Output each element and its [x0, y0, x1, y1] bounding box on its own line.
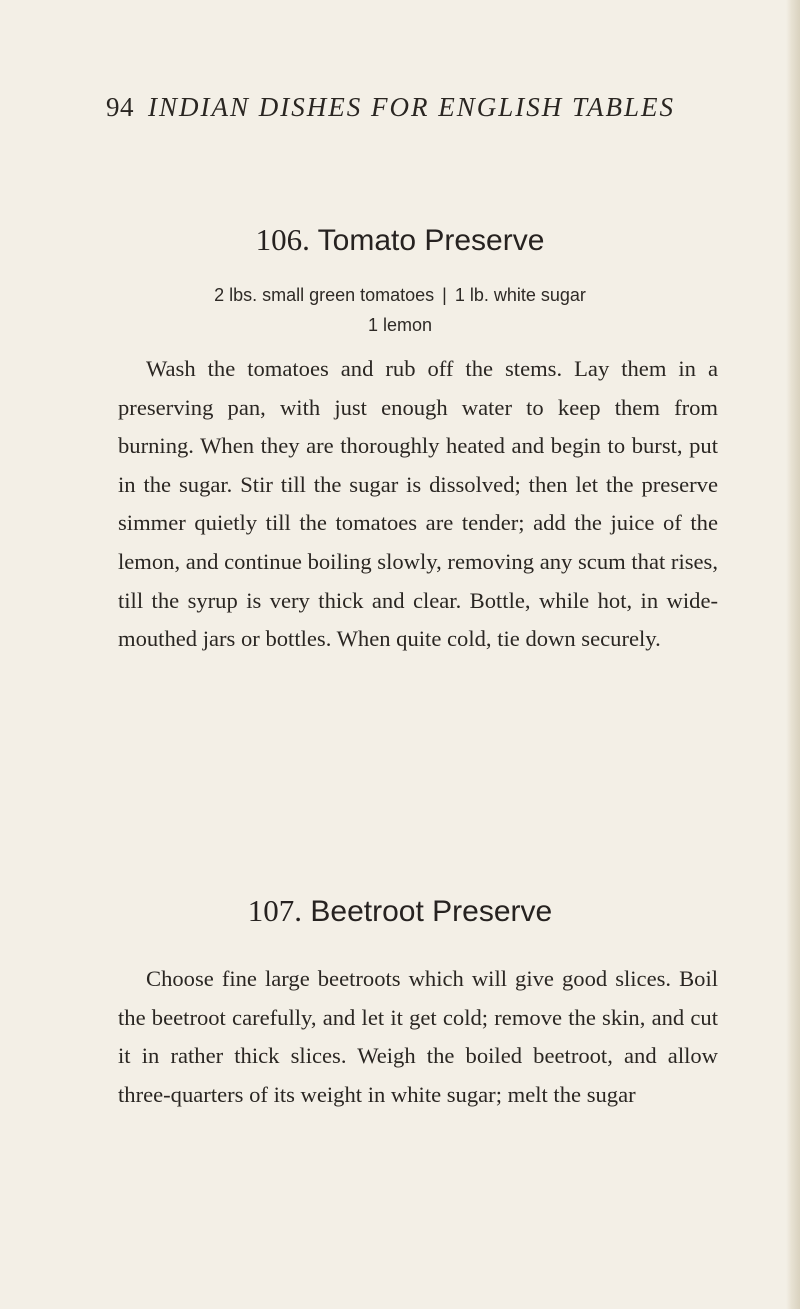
- recipe-title: Tomato Preserve: [317, 224, 545, 257]
- ingredient-line: [0, 280, 800, 310]
- page-edge-shadow: [786, 0, 800, 1309]
- ingredient-list: [0, 280, 800, 340]
- ingredient-item: 1 lemon: [367, 315, 433, 335]
- recipe-number: 106.: [255, 222, 310, 257]
- recipe-instructions: Choose fine large beetroots which will give good slices. Boil the beetroot carefully, and let it get cold; remove the skin, and cut it in rather thick slices. Weigh the boiled beetroot, and allow three-quarters of its weight in white sugar; melt the sugar: [118, 966, 718, 1107]
- recipe-heading-106: [0, 222, 800, 258]
- recipe-number: 107.: [247, 893, 303, 928]
- recipe-title: Beetroot Preserve: [310, 895, 553, 928]
- ingredient-separator: |: [442, 285, 447, 305]
- ingredient-item: 1 lb. white sugar: [454, 285, 586, 305]
- recipe-heading-107: [0, 893, 800, 929]
- running-title: INDIAN DISHES FOR ENGLISH TABLES: [148, 92, 675, 122]
- running-header: [106, 92, 706, 123]
- page-number: 94: [106, 92, 134, 122]
- ingredient-item: 2 lbs. small green tomatoes: [214, 285, 435, 305]
- recipe-instructions: Wash the tomatoes and rub off the stems. Lay them in a preserving pan, with just enough water to keep them from burning. When they are thoroughly heated and begin to burst, put in the sugar. Stir till the sugar is dissolved; then let the preserve simmer quietly till the tomatoes are tender; add the juice of the lemon, and continue boiling slowly, removing any scum that rises, till the syrup is very thick and clear. Bottle, while hot, in wide-mouthed jars or bottles. When quite cold, tie down securely.: [118, 356, 718, 652]
- ingredient-line: [0, 310, 800, 340]
